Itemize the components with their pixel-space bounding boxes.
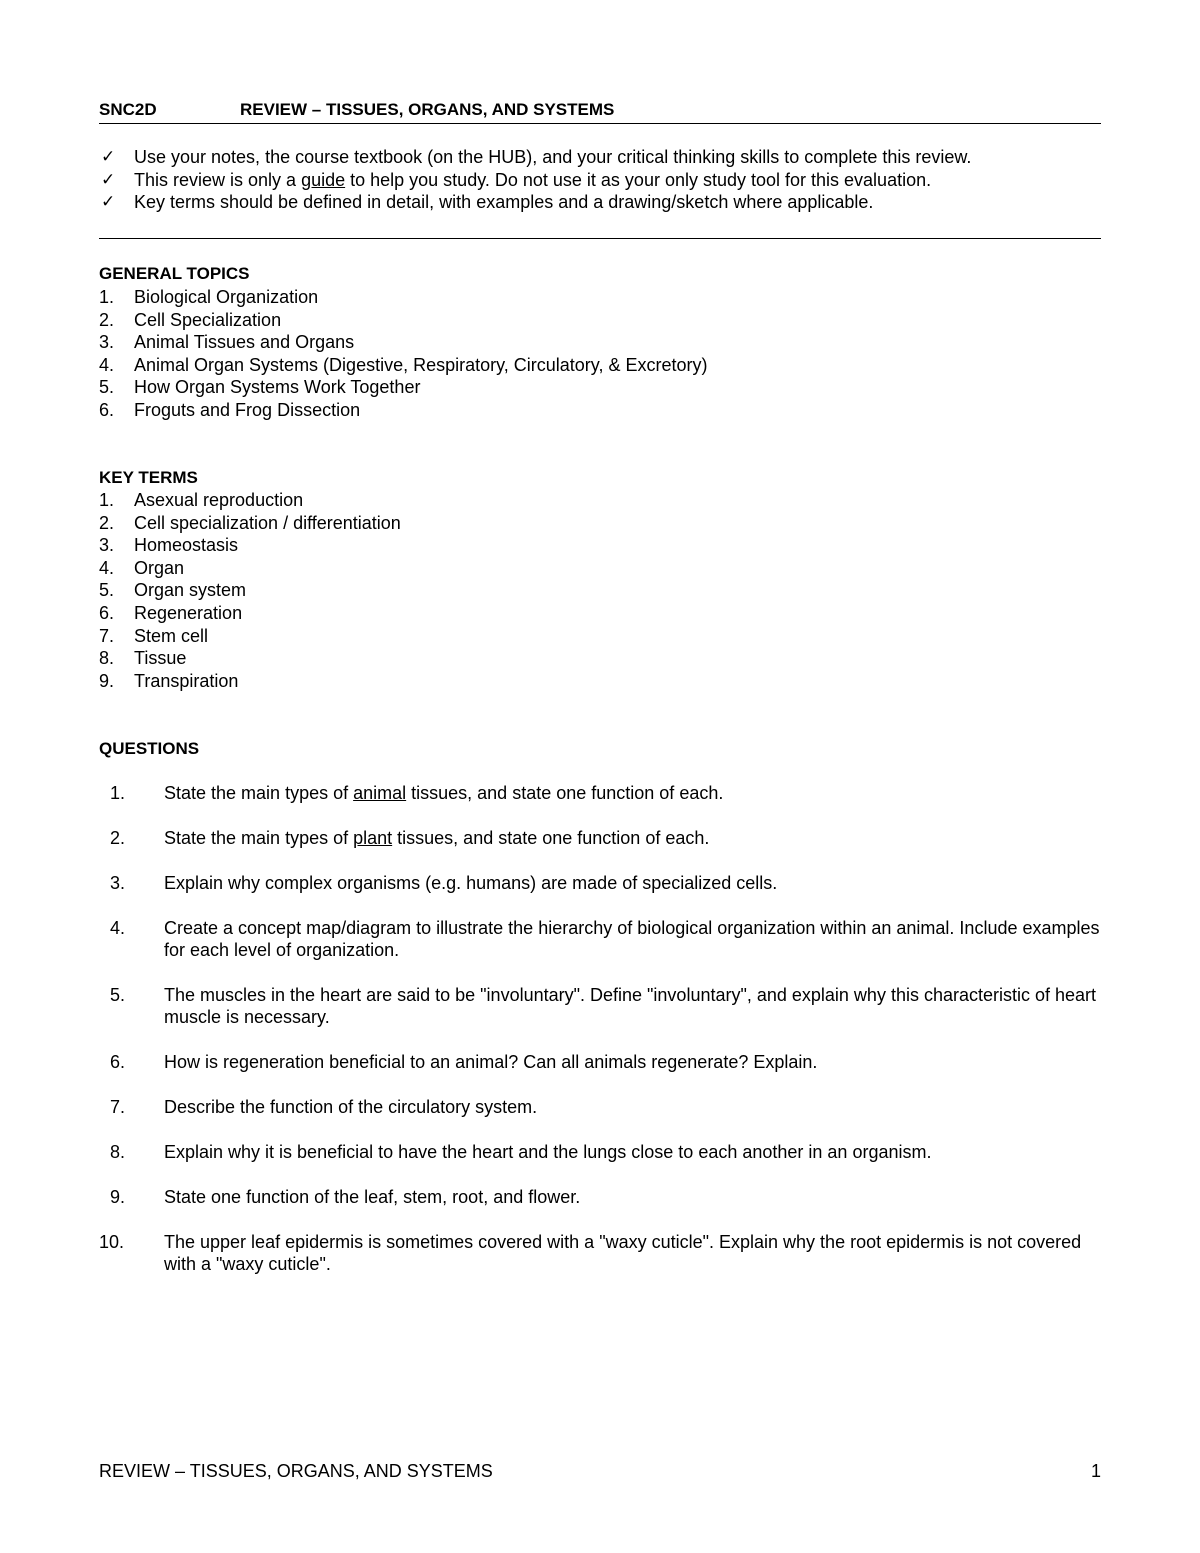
list-item: 6. Regeneration	[99, 602, 243, 623]
list-item: 4. Organ	[99, 557, 185, 578]
checkmark-icon: ✓	[101, 192, 116, 212]
instruction-text: Key terms should be defined in detail, with examples and a drawing/sketch where applicable.	[134, 192, 874, 213]
underlined-word-guide: guide	[301, 169, 346, 190]
checkmark-icon: ✓	[101, 169, 116, 189]
instruction-item	[99, 146, 1109, 169]
question-item: 1. State the main types of animal tissues, and state one function of each.	[110, 783, 724, 803]
key-terms-list	[99, 489, 999, 692]
underlined-word-animal: animal	[353, 783, 407, 803]
list-item: 2. Cell specialization / differentiation	[99, 512, 401, 533]
list-item: 7. Stem cell	[99, 625, 209, 646]
question-item: 5. The muscles in the heart are said to be "involuntary". Define "involuntary", and explain why this characteristic of heart muscle is necessary.	[110, 985, 1097, 1028]
question-item: 2. State the main types of plant tissues, and state one function of each.	[110, 827, 710, 848]
list-item: 4. Animal Organ Systems (Digestive, Respiratory, Circulatory, & Excretory)	[99, 354, 708, 375]
list-item: 6. Froguts and Frog Dissection	[99, 399, 361, 420]
list-item: 3. Animal Tissues and Organs	[99, 332, 355, 353]
instruction-text: Use your notes, the course textbook (on the HUB), and your critical thinking skills to complete this review.	[134, 147, 972, 167]
document-header	[99, 99, 1101, 124]
question-item: 9. State one function of the leaf, stem, root, and flower.	[110, 1187, 581, 1208]
checkmark-icon: ✓	[101, 147, 116, 166]
list-item: 8. Tissue	[99, 648, 187, 669]
section-divider	[99, 238, 1101, 239]
question-item: 7. Describe the function of the circulatory system.	[110, 1097, 538, 1118]
underlined-word-plant: plant	[353, 827, 393, 848]
instruction-item	[99, 169, 1109, 192]
key-terms-heading: KEY TERMS	[99, 468, 198, 487]
instructions-list	[99, 146, 1109, 214]
page-footer	[99, 1461, 1101, 1485]
list-item: 1. Asexual reproduction	[99, 490, 304, 510]
general-topics-heading: GENERAL TOPICS	[99, 264, 250, 283]
footer-title: REVIEW – TISSUES, ORGANS, AND SYSTEMS	[99, 1461, 493, 1481]
questions-list	[99, 782, 1111, 1298]
question-item: 8. Explain why it is beneficial to have the heart and the lungs close to each another in an organism.	[110, 1142, 932, 1163]
list-item: 3. Homeostasis	[99, 535, 239, 556]
page-number: 1	[1090, 1461, 1101, 1481]
document-title: REVIEW – TISSUES, ORGANS, AND SYSTEMS	[240, 100, 615, 119]
question-item: 4. Create a concept map/diagram to illustrate the hierarchy of biological organization within an animal. Include examples for each level of organization.	[110, 917, 1100, 961]
list-item: 2. Cell Specialization	[99, 309, 282, 330]
list-item: 5. Organ system	[99, 580, 247, 601]
instruction-item	[99, 191, 1109, 214]
list-item: 9. Transpiration	[99, 670, 239, 691]
course-code: SNC2D	[99, 100, 157, 119]
question-item: 3. Explain why complex organisms (e.g. humans) are made of specialized cells.	[110, 872, 778, 893]
instruction-text: This review is only a guide to help you study. Do not use it as your only study tool for this evaluation.	[134, 169, 932, 190]
question-item: 10. The upper leaf epidermis is sometimes covered with a "waxy cuticle". Explain why the root epidermis is not covered with a "waxy cuticle".	[99, 1231, 1082, 1275]
list-item: 5. How Organ Systems Work Together	[99, 377, 421, 398]
questions-heading: QUESTIONS	[99, 739, 200, 758]
question-item: 6. How is regeneration beneficial to an animal? Can all animals regenerate? Explain.	[110, 1052, 818, 1073]
general-topics-list	[99, 286, 999, 422]
list-item: 1. Biological Organization	[99, 287, 319, 307]
